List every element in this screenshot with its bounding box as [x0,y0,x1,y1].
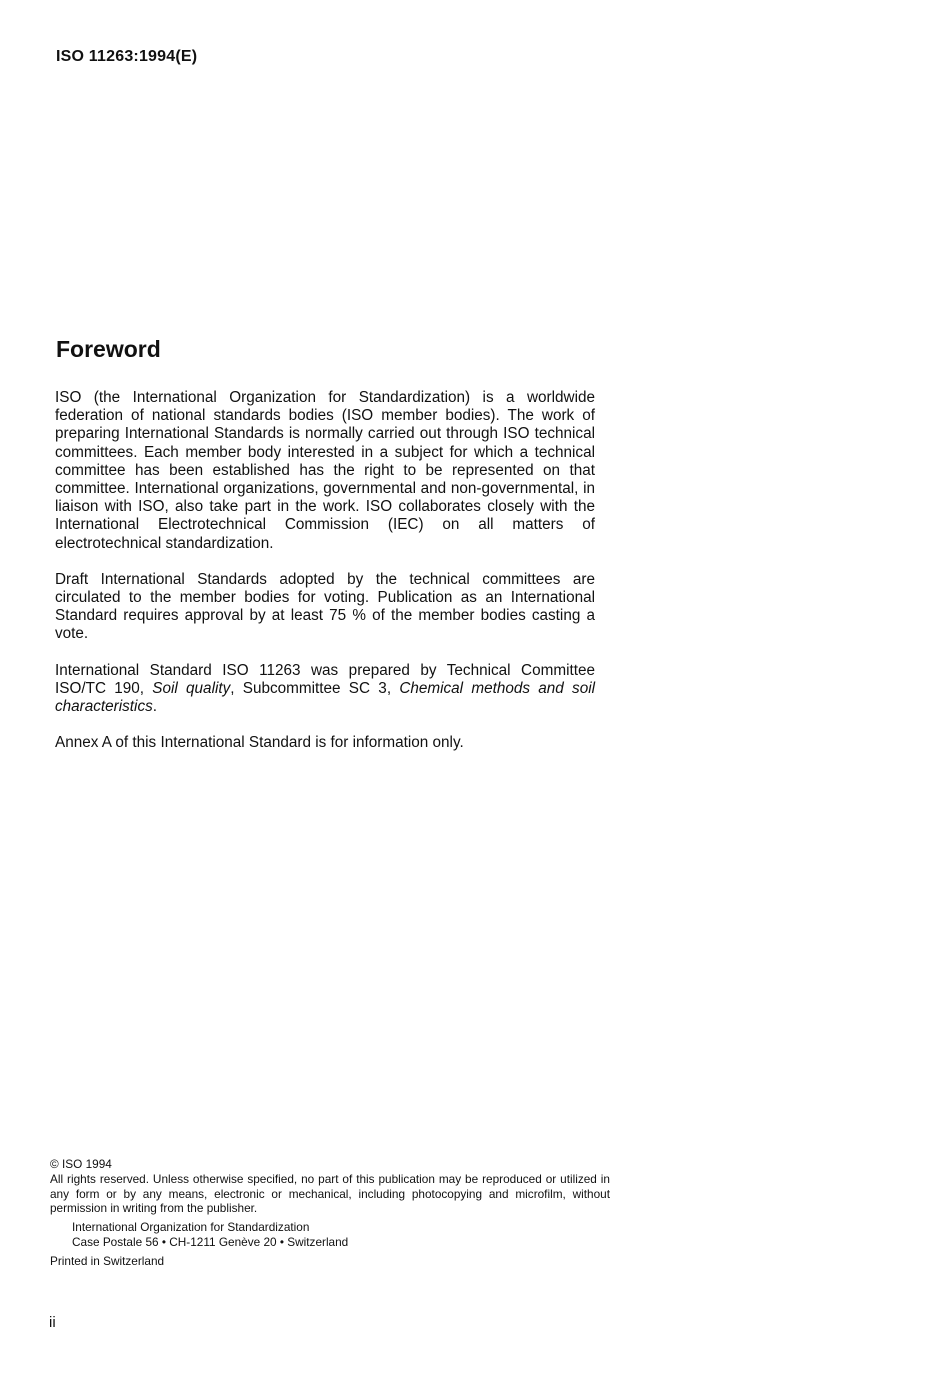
copyright-line: © ISO 1994 [50,1157,112,1171]
foreword-body [55,389,595,770]
foreword-paragraph-1: ISO (the International Organization for Standardization) is a worldwide federation of national standards bodies (ISO member bodies). The work of preparing International Standards is normally carried out through ISO technical committees. Each member body interested in a subject for which a technical committee has been established has the right to be represented on that committee. International organizations, governmental and non-governmental, in liaison with ISO, also take part in the work. ISO collaborates closely with the International Electrotechnical Commission (IEC) on all matters of electrotechnical standardization. [55,389,595,552]
publisher-postal-address: Case Postale 56 • CH-1211 Genève 20 • Switzerland [72,1234,349,1249]
paragraph-3-suffix: . [152,698,158,716]
copyright-block [50,1157,610,1269]
publisher-address [72,1220,610,1250]
foreword-paragraph-2: Draft International Standards adopted by the technical committees are circulated to the member bodies for voting. Publication as an International Standard requires approval by at least 75 % of the member bodies casting a vote. [55,570,595,643]
document-id-header: ISO 11263:1994(E) [56,48,198,65]
foreword-title: Foreword [56,336,161,362]
paragraph-3-middle: , Subcommittee SC 3, [230,679,400,697]
publisher-organization: International Organization for Standardization [72,1220,310,1235]
rights-statement: All rights reserved. Unless otherwise specified, no part of this publication may be reproduced or utilized in any form or by any means, electronic or mechanical, including photocopying and microfilm, without permission in writing from the publisher. [50,1171,610,1216]
printed-in: Printed in Switzerland [50,1253,165,1268]
paragraph-3-prefix: International Standard ISO 11263 was prepared by Technical Committee ISO/TC 190, [55,661,595,697]
committee-name: Soil quality [152,679,231,697]
subcommittee-name: Chemical methods and soil characteristics [55,679,595,716]
foreword-paragraph-3 [55,662,595,717]
foreword-paragraph-4: Annex A of this International Standard is for information only. [55,734,464,752]
page-number: ii [49,1314,56,1331]
